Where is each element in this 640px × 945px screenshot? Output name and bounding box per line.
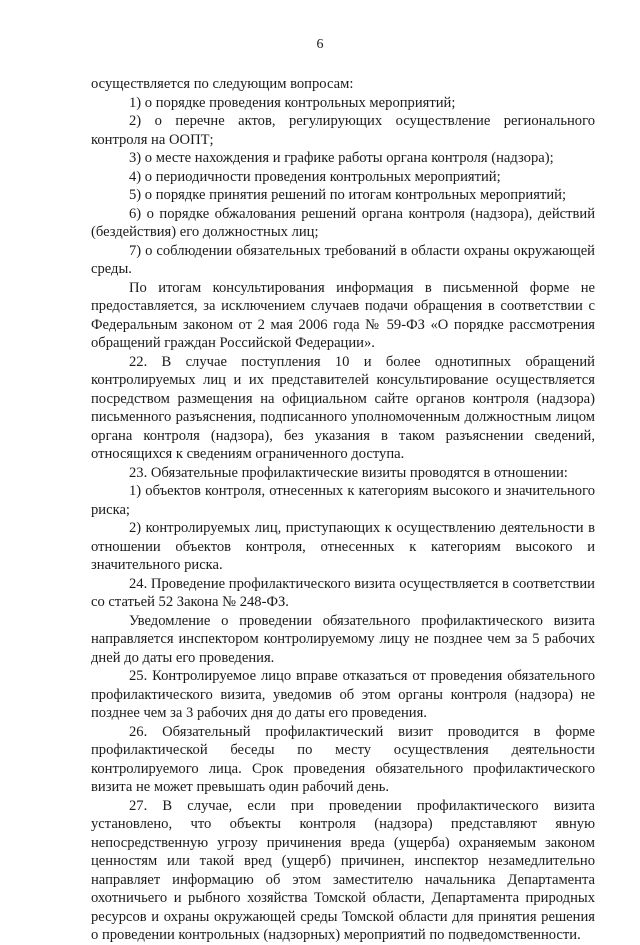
- clause-26: 26. Обязательный профилактический визит проводится в форме профилактической беседы по месту осуществления деятельности контролируемого лица. Срок проведения обязательного профилактического визита не может превышать один рабочий день.: [91, 723, 595, 795]
- list-item-7: 7) о соблюдении обязательных требований в области охраны окружающей среды.: [91, 242, 595, 277]
- clause-25: 25. Контролируемое лицо вправе отказаться от проведения обязательного профилактического визита, уведомив об этом органы контроля (надзора) не позднее чем за 3 рабочих дня до даты его проведения.: [91, 668, 595, 721]
- clause-24: 24. Проведение профилактического визита осуществляется в соответствии со статьей 52 Закона № 248-ФЗ.: [91, 575, 595, 610]
- clause-23-item-1: 1) объектов контроля, отнесенных к категориям высокого и значительного риска;: [91, 483, 595, 518]
- clause-27: 27. В случае, если при проведении профилактического визита установлено, что объекты контроля (надзора) представляют явную непосредственную угрозу причинения вреда (ущерба) охраняемым законом ценностям или такой вред (ущерб) причинен, инспектор незамедлительно направляет информацию об этом заместителю начальника Департамента охотничьего и рыбного хозяйства Томской области, Департамента природных ресурсов и охраны окружающей среды Томской области для принятия решения о проведении контрольных (надзорных) мероприятий по подведомственности.: [91, 797, 595, 943]
- paragraph-consultation-results: По итогам консультирования информация в письменной форме не предоставляется, за исключением случаев подачи обращения в соответствии с Федеральным законом от 2 мая 2006 года № 59-ФЗ «О порядке рассмотрения обращений граждан Российской Федерации».: [91, 279, 595, 351]
- list-item-5: 5) о порядке принятия решений по итогам контрольных мероприятий;: [129, 187, 566, 203]
- page-number: 6: [316, 37, 324, 52]
- list-item-4: 4) о периодичности проведения контрольных мероприятий;: [129, 168, 501, 185]
- list-item-2: 2) о перечне актов, регулирующих осуществление регионального контроля на ООПТ;: [91, 113, 595, 148]
- list-item-6: 6) о порядке обжалования решений органа контроля (надзора), действий (бездействия) его должностных лиц;: [91, 205, 595, 240]
- list-item-1: 1) о порядке проведения контрольных мероприятий;: [129, 94, 456, 111]
- document-body: [91, 75, 595, 945]
- list-item-3: 3) о месте нахождения и графике работы органа контроля (надзора);: [129, 150, 554, 166]
- clause-23: 23. Обязательные профилактические визиты проводятся в отношении:: [129, 464, 568, 481]
- paragraph-notification: Уведомление о проведении обязательного профилактического визита направляется инспектором контролируемому лицу не позднее чем за 5 рабочих дней до даты его проведения.: [91, 612, 595, 666]
- clause-23-item-2: 2) контролируемых лиц, приступающих к осуществлению деятельности в отношении объектов контроля, отнесенных к категориям высокого и значительного риска.: [91, 520, 595, 573]
- clause-22: 22. В случае поступления 10 и более однотипных обращений контролируемых лиц и их представителей консультирование осуществляется посредством размещения на официальном сайте органов контроля (надзора) письменного разъяснения, подписанного уполномоченным должностным лицом органа контроля (надзора), без указания в таком разъяснении сведений, относящихся к сведениям ограниченного доступа.: [91, 353, 595, 462]
- paragraph-continuation: осуществляется по следующим вопросам:: [91, 76, 354, 92]
